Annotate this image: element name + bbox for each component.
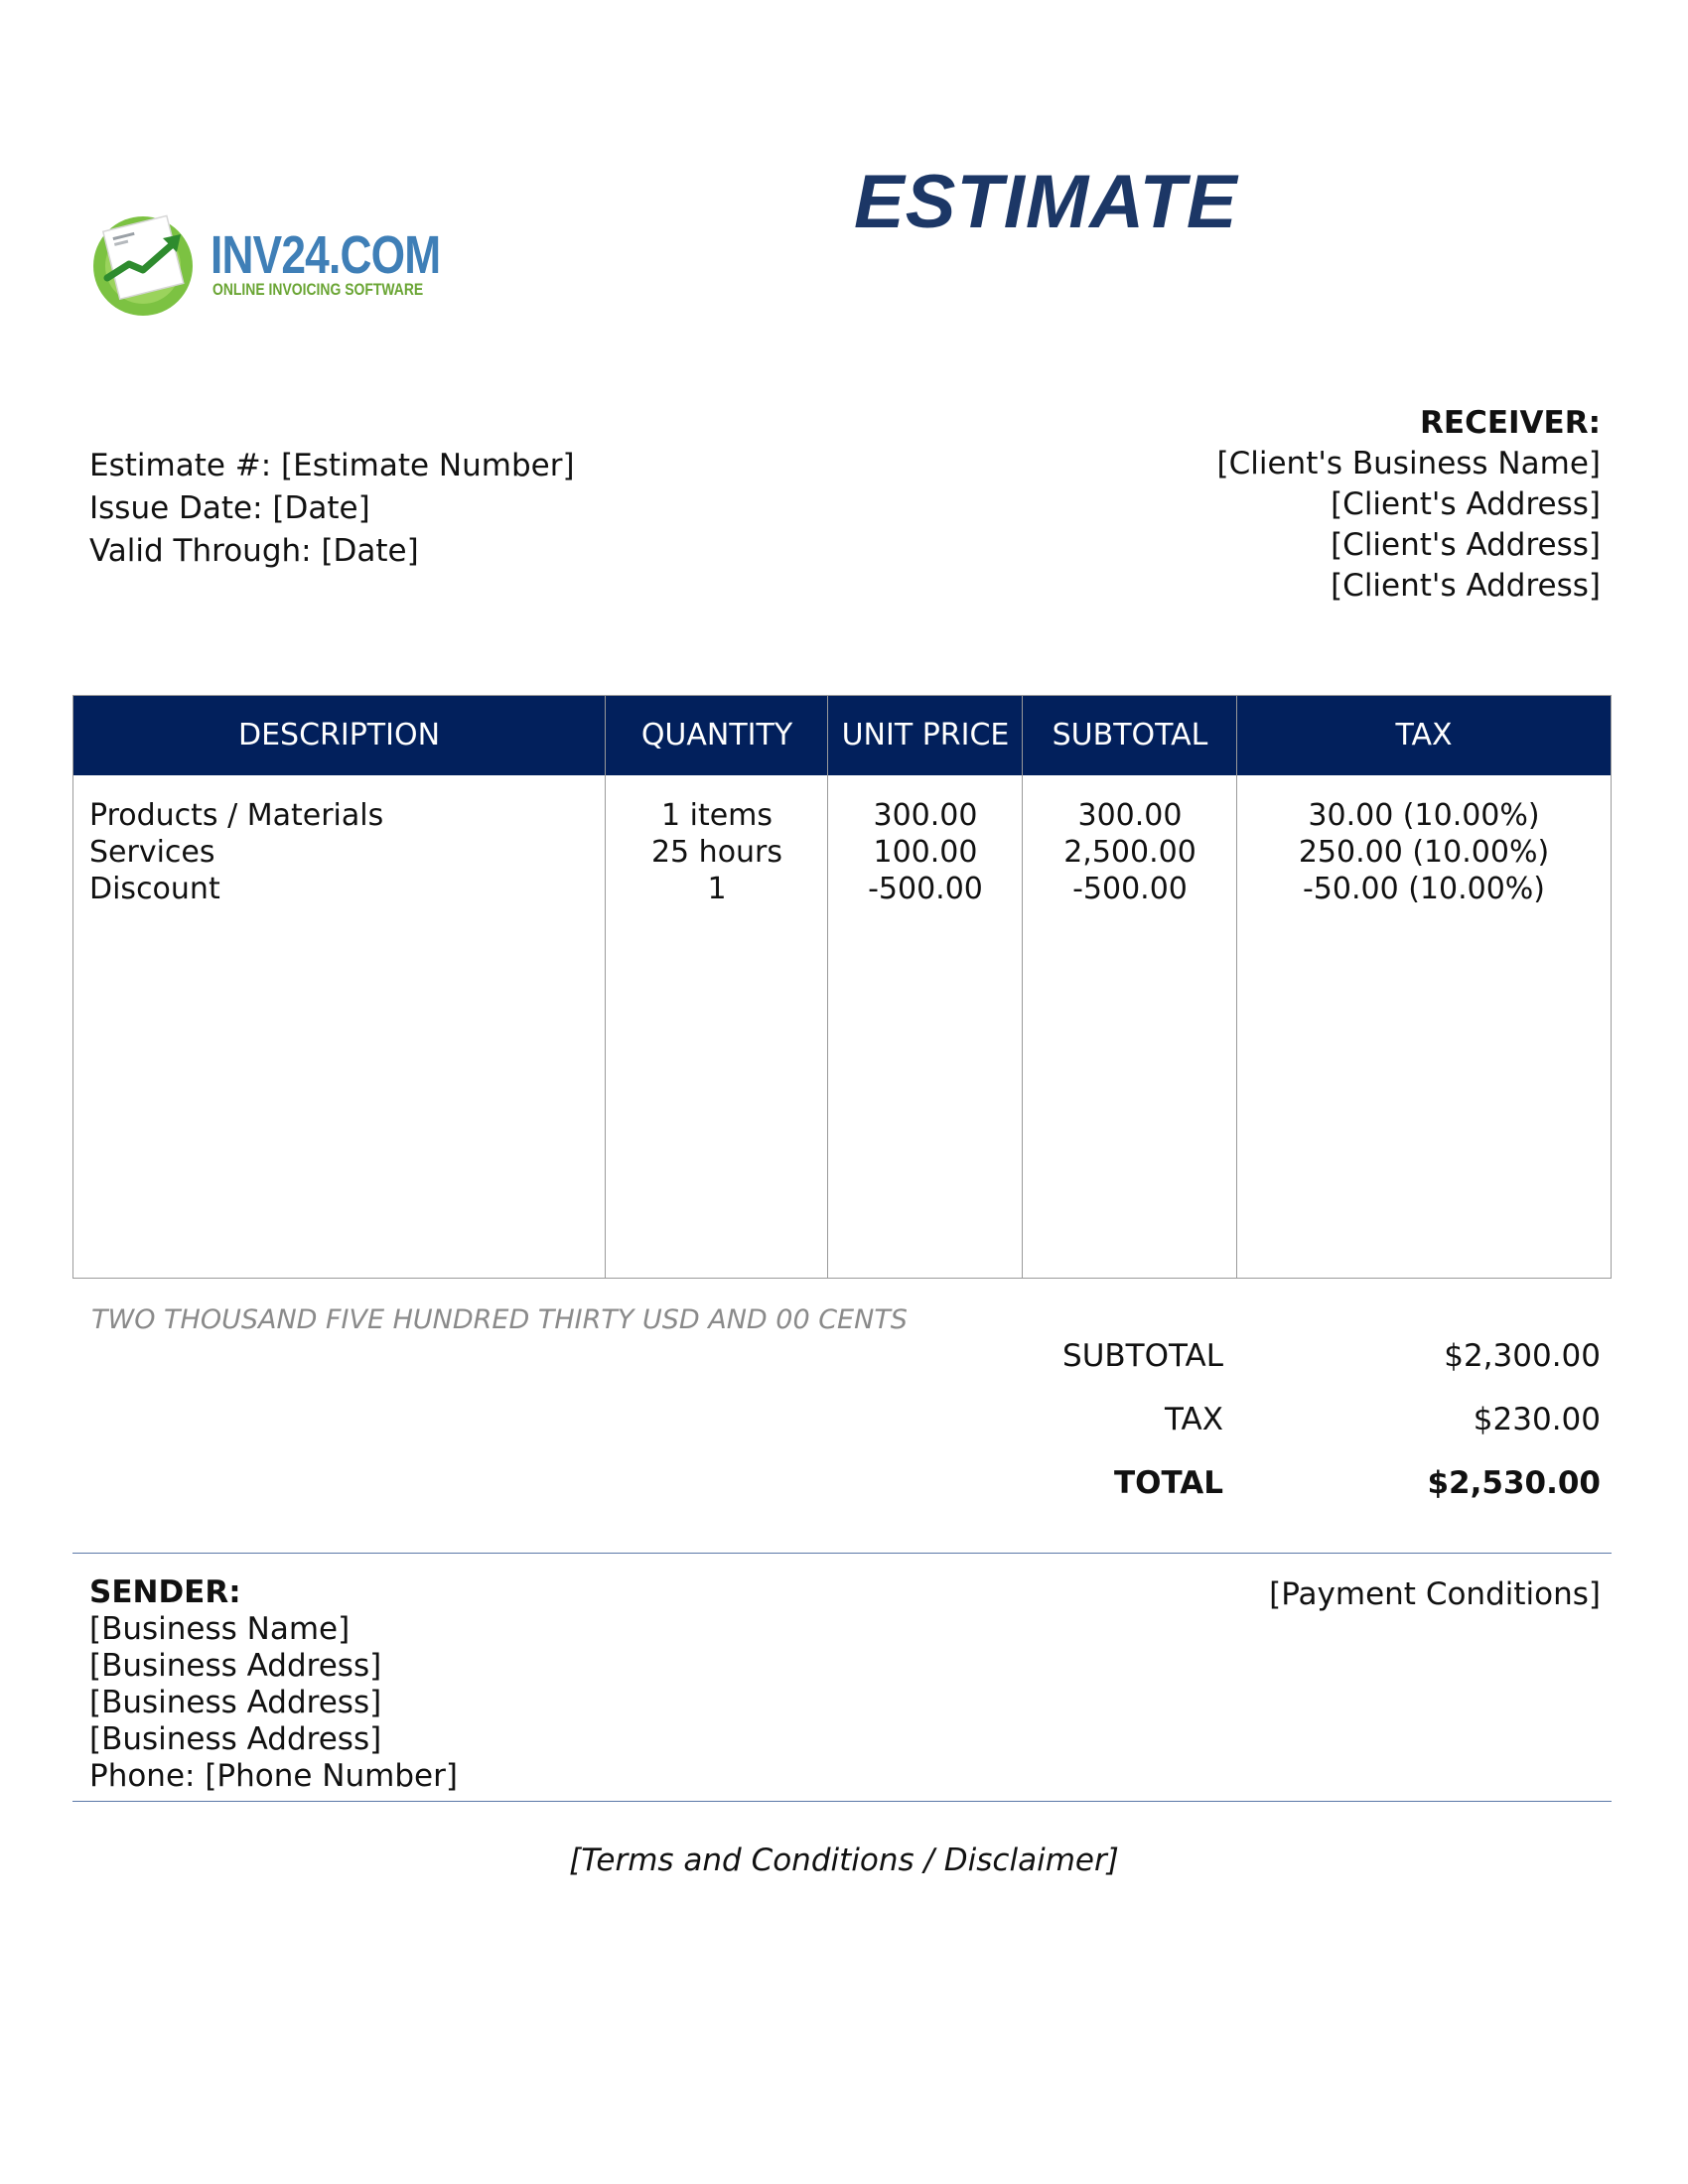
table-cell: 25 hours (650, 835, 783, 870)
column-header-description: DESCRIPTION (237, 718, 441, 752)
table-cell: 2,500.00 (1063, 835, 1196, 870)
logo-chart-icon (89, 208, 205, 318)
table-cell: -500.00 (1072, 872, 1188, 906)
column-header-quantity: QUANTITY (640, 718, 793, 752)
valid-through-date: Valid Through: [Date] (89, 533, 419, 569)
receiver-address-line: [Client's Address] (1331, 486, 1601, 522)
receiver-address-line: [Client's Address] (1331, 527, 1601, 563)
sender-business-name: [Business Name] (89, 1611, 351, 1647)
tax-label: TAX (1165, 1402, 1223, 1437)
column-header-subtotal: SUBTOTAL (1052, 718, 1208, 752)
payment-conditions: [Payment Conditions] (1269, 1576, 1601, 1612)
column-header-tax: TAX (1395, 718, 1453, 752)
document-title: ESTIMATE (854, 160, 1238, 244)
company-logo (89, 208, 447, 318)
amount-in-words: TWO THOUSAND FIVE HUNDRED THIRTY USD AND 00 CENTS (91, 1304, 908, 1335)
table-cell: Discount (89, 872, 220, 906)
sender-phone: Phone: [Phone Number] (89, 1758, 458, 1794)
receiver-label: RECEIVER: (1420, 405, 1601, 441)
sender-address-line: [Business Address] (89, 1648, 382, 1684)
table-cell: -500.00 (868, 872, 983, 906)
tax-column (1236, 696, 1611, 1278)
sender-address-line: [Business Address] (89, 1721, 382, 1757)
tax-value: $230.00 (1473, 1402, 1601, 1437)
sender-address-line: [Business Address] (89, 1685, 382, 1720)
divider (72, 1553, 1612, 1554)
column-header-unit-price: UNIT PRICE (841, 718, 1010, 752)
sender-label: SENDER: (89, 1574, 241, 1610)
table-cell: 250.00 (10.00%) (1298, 835, 1550, 870)
table-cell: 1 (707, 872, 727, 906)
table-cell: 300.00 (873, 798, 978, 833)
table-cell: 30.00 (10.00%) (1308, 798, 1540, 833)
table-cell: 100.00 (873, 835, 978, 870)
quantity-column (605, 696, 828, 1278)
estimate-meta (89, 445, 575, 573)
subtotal-value: $2,300.00 (1444, 1338, 1601, 1374)
receiver-business-name: [Client's Business Name] (1216, 446, 1601, 481)
table-cell: 300.00 (1077, 798, 1183, 833)
total-label: TOTAL (1114, 1465, 1223, 1501)
table-cell: Services (89, 835, 215, 870)
issue-date: Issue Date: [Date] (89, 490, 370, 526)
logo-tagline: ONLINE INVOICING SOFTWARE (212, 280, 424, 299)
estimate-number: Estimate #: [Estimate Number] (89, 448, 575, 483)
table-cell: -50.00 (10.00%) (1302, 872, 1546, 906)
table-cell: 1 items (660, 798, 774, 833)
description-column (73, 696, 605, 1278)
sender-block (89, 1574, 458, 1795)
total-value: $2,530.00 (1427, 1465, 1601, 1501)
items-table (72, 695, 1612, 1279)
logo-name: INV24.COM (211, 225, 441, 285)
table-cell: Products / Materials (89, 798, 384, 833)
subtotal-label: SUBTOTAL (1062, 1338, 1223, 1374)
terms-and-conditions: [Terms and Conditions / Disclaimer] (569, 1843, 1119, 1878)
receiver-address-line: [Client's Address] (1331, 568, 1601, 604)
subtotal-column (1022, 696, 1237, 1278)
receiver-block (1217, 403, 1601, 607)
divider (72, 1801, 1612, 1802)
unit-price-column (827, 696, 1023, 1278)
